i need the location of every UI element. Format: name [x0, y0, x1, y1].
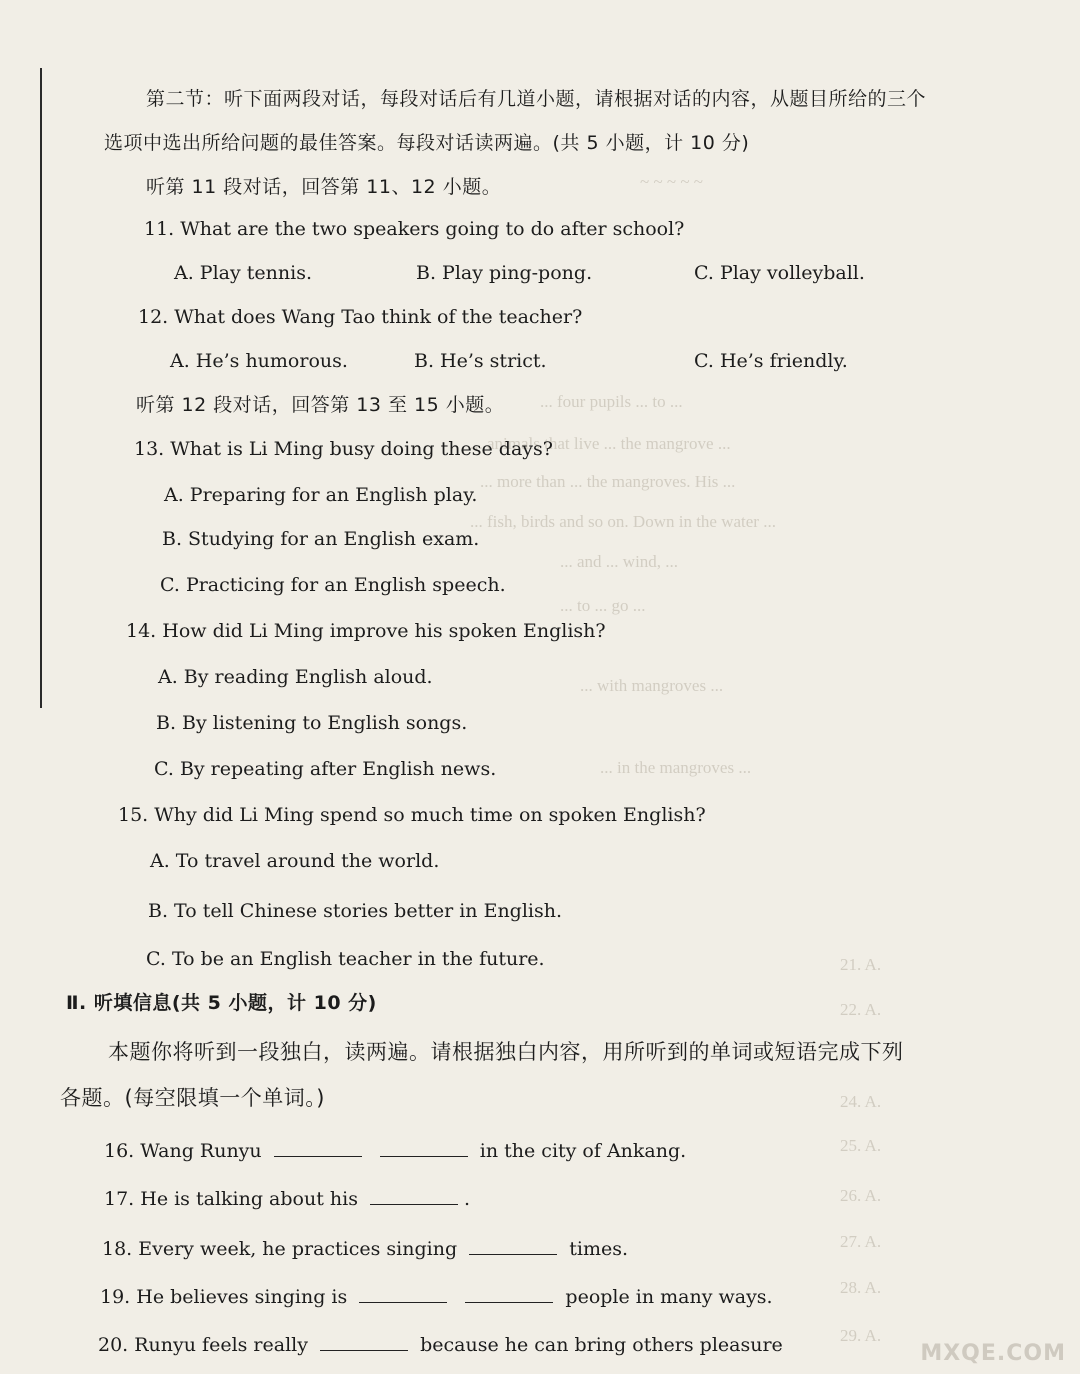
show-through: ~ ~ ~ ~ ~ [640, 172, 703, 191]
show-through: 25. A. [840, 1136, 882, 1155]
question-15-stem: 15. Why did Li Ming spend so much time on spoken English? [118, 804, 706, 826]
question-13-option-b: B. Studying for an English exam. [162, 528, 480, 550]
dialog-11-note: 听第 11 段对话，回答第 11、12 小题。 [146, 176, 502, 198]
show-through: ... with mangroves ... [580, 676, 724, 695]
fill-19-before: 19. He believes singing is [100, 1286, 348, 1308]
fill-19-after: people in many ways. [565, 1286, 773, 1308]
question-14-option-a: A. By reading English aloud. [158, 666, 433, 688]
show-through: ... in the mangroves ... [600, 758, 752, 777]
fill-16 [104, 1138, 686, 1163]
question-14-option-c: C. By repeating after English news. [154, 758, 497, 780]
question-13-option-c: C. Practicing for an English speech. [160, 574, 506, 596]
question-15-option-b: B. To tell Chinese stories better in English. [148, 900, 563, 922]
show-through: 22. A. [840, 1000, 882, 1019]
show-through: 27. A. [840, 1232, 882, 1251]
part2-instruction-line1: 本题你将听到一段独白，读两遍。请根据独白内容，用所听到的单词或短语完成下列 [108, 1040, 904, 1064]
fill-19-blank-2[interactable] [465, 1284, 553, 1303]
fill-17-blank[interactable] [370, 1186, 458, 1205]
question-12-option-b: B. He’s strict. [414, 350, 547, 372]
show-through: ... to ... go ... [560, 596, 646, 615]
fill-19-blank-1[interactable] [359, 1284, 447, 1303]
question-12-option-c: C. He’s friendly. [694, 350, 848, 372]
fill-17-after: . [464, 1188, 471, 1210]
question-14-option-b: B. By listening to English songs. [156, 712, 468, 734]
question-11-stem: 11. What are the two speakers going to do after school? [144, 218, 685, 240]
fill-20-before: 20. Runyu feels really [98, 1334, 308, 1356]
question-11-option-b: B. Play ping-pong. [416, 262, 593, 284]
show-through: 26. A. [840, 1186, 882, 1205]
question-15-option-a: A. To travel around the world. [150, 850, 440, 872]
fill-16-after: in the city of Ankang. [479, 1140, 687, 1162]
question-13-option-a: A. Preparing for an English play. [164, 484, 478, 506]
fill-16-blank-2[interactable] [380, 1138, 468, 1157]
fill-20-after: because he can bring others pleasure [420, 1334, 783, 1356]
show-through: ... more than ... the mangroves. His ... [480, 472, 736, 491]
fill-18-blank[interactable] [469, 1236, 557, 1255]
margin-rule [40, 68, 42, 708]
fill-20-blank[interactable] [320, 1332, 408, 1351]
section2-instruction-line1: 第二节：听下面两段对话，每段对话后有几道小题，请根据对话的内容，从题目所给的三个 [146, 88, 927, 110]
fill-17 [104, 1186, 470, 1211]
fill-18-before: 18. Every week, he practices singing [102, 1238, 458, 1260]
question-11-option-c: C. Play volleyball. [694, 262, 865, 284]
fill-18-after: times. [569, 1238, 628, 1260]
question-15-option-c: C. To be an English teacher in the future. [146, 948, 545, 970]
part2-instruction-line2: 各题。(每空限填一个单词。) [60, 1086, 325, 1110]
show-through: 28. A. [840, 1278, 882, 1297]
question-11-option-a: A. Play tennis. [174, 262, 312, 284]
question-12-stem: 12. What does Wang Tao think of the teacher? [138, 306, 583, 328]
show-through: ... fish, birds and so on. Down in the water ... [470, 512, 776, 531]
question-12-option-a: A. He’s humorous. [170, 350, 348, 372]
question-13-stem: 13. What is Li Ming busy doing these days? [134, 438, 553, 460]
fill-20 [98, 1332, 783, 1357]
part2-title: Ⅱ. 听填信息(共 5 小题，计 10 分) [66, 992, 377, 1014]
show-through: 29. A. [840, 1326, 882, 1345]
show-through: ... and ... wind, ... [560, 552, 679, 571]
fill-16-blank-1[interactable] [274, 1138, 362, 1157]
fill-18 [102, 1236, 628, 1261]
show-through: ... animals that live ... the mangrove ... [470, 434, 731, 453]
question-14-stem: 14. How did Li Ming improve his spoken English? [126, 620, 606, 642]
show-through: 21. A. [840, 955, 882, 974]
show-through: ... four pupils ... to ... [540, 392, 683, 411]
dialog-12-note: 听第 12 段对话，回答第 13 至 15 小题。 [136, 394, 505, 416]
show-through: 24. A. [840, 1092, 882, 1111]
fill-17-before: 17. He is talking about his [104, 1188, 358, 1210]
fill-19 [100, 1284, 773, 1309]
watermark: MXQE.COM [920, 1341, 1066, 1366]
fill-16-before: 16. Wang Runyu [104, 1140, 262, 1162]
section2-instruction-line2: 选项中选出所给问题的最佳答案。每段对话读两遍。(共 5 小题，计 10 分) [104, 132, 750, 154]
